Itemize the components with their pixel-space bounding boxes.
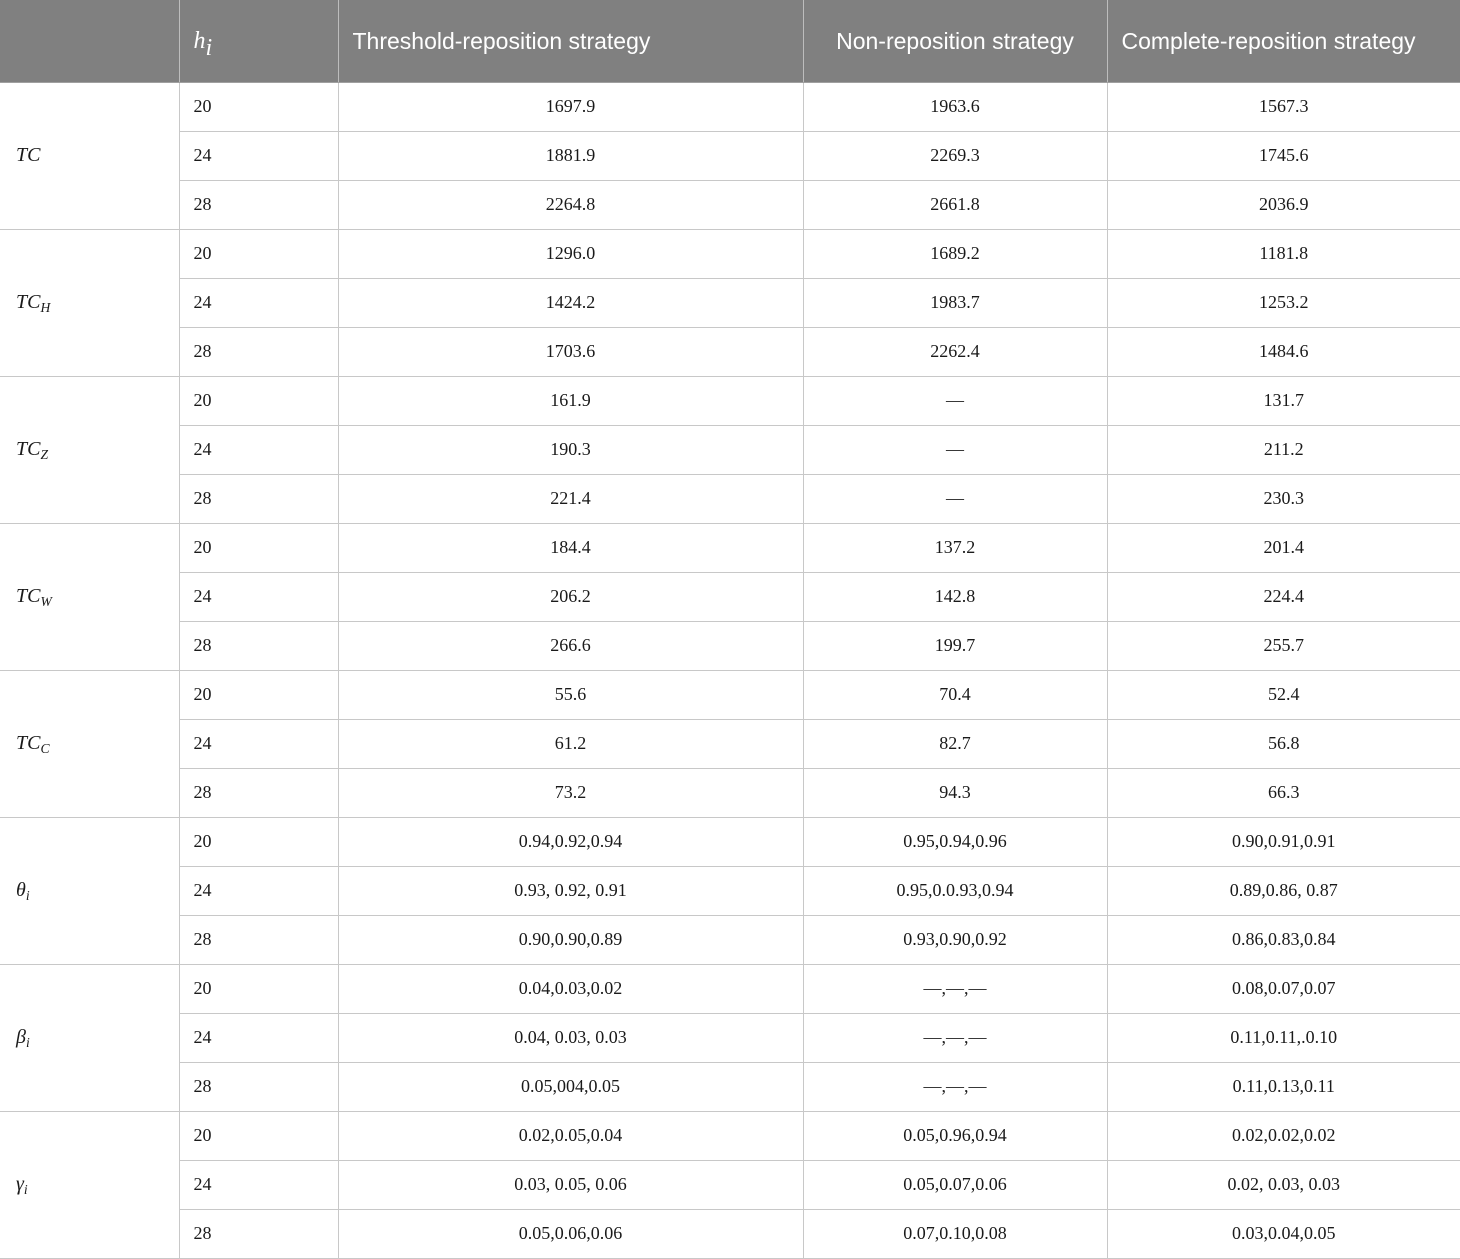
complete-cell: 1745.6 bbox=[1107, 131, 1460, 180]
metric-symbol: β bbox=[16, 1026, 26, 1048]
header-complete-strategy: Complete-reposition strategy bbox=[1107, 0, 1460, 82]
table-row bbox=[0, 1062, 1460, 1111]
table-row bbox=[0, 474, 1460, 523]
metric-subscript: W bbox=[40, 594, 52, 610]
hi-cell: 24 bbox=[179, 425, 338, 474]
threshold-cell: 0.93, 0.92, 0.91 bbox=[338, 866, 803, 915]
hi-cell: 24 bbox=[179, 131, 338, 180]
non-reposition-cell: —,—,— bbox=[803, 964, 1107, 1013]
table-row bbox=[0, 180, 1460, 229]
non-reposition-cell: — bbox=[803, 376, 1107, 425]
complete-cell: 131.7 bbox=[1107, 376, 1460, 425]
threshold-cell: 1296.0 bbox=[338, 229, 803, 278]
non-reposition-cell: 2262.4 bbox=[803, 327, 1107, 376]
threshold-cell: 1697.9 bbox=[338, 82, 803, 131]
table-row bbox=[0, 866, 1460, 915]
table-row bbox=[0, 229, 1460, 278]
threshold-cell: 1703.6 bbox=[338, 327, 803, 376]
table-row bbox=[0, 964, 1460, 1013]
hi-cell: 28 bbox=[179, 474, 338, 523]
hi-cell: 24 bbox=[179, 866, 338, 915]
threshold-cell: 0.05,0.06,0.06 bbox=[338, 1209, 803, 1258]
table-row bbox=[0, 1111, 1460, 1160]
metric-subscript: C bbox=[40, 741, 50, 757]
hi-cell: 28 bbox=[179, 621, 338, 670]
complete-cell: 0.02, 0.03, 0.03 bbox=[1107, 1160, 1460, 1209]
table-row bbox=[0, 523, 1460, 572]
non-reposition-cell: 0.05,0.07,0.06 bbox=[803, 1160, 1107, 1209]
complete-cell: 0.03,0.04,0.05 bbox=[1107, 1209, 1460, 1258]
complete-cell: 52.4 bbox=[1107, 670, 1460, 719]
metric-subscript: i bbox=[25, 888, 30, 904]
complete-cell: 255.7 bbox=[1107, 621, 1460, 670]
header-non-reposition-strategy: Non-reposition strategy bbox=[803, 0, 1107, 82]
metric-subscript: Z bbox=[40, 447, 49, 463]
hi-cell: 20 bbox=[179, 82, 338, 131]
table-row bbox=[0, 915, 1460, 964]
threshold-cell: 2264.8 bbox=[338, 180, 803, 229]
header-row bbox=[0, 0, 1460, 82]
non-reposition-cell: 70.4 bbox=[803, 670, 1107, 719]
table-row bbox=[0, 621, 1460, 670]
non-reposition-cell: — bbox=[803, 474, 1107, 523]
complete-cell: 0.11,0.13,0.11 bbox=[1107, 1062, 1460, 1111]
threshold-cell: 161.9 bbox=[338, 376, 803, 425]
table-row bbox=[0, 425, 1460, 474]
complete-cell: 66.3 bbox=[1107, 768, 1460, 817]
hi-cell: 20 bbox=[179, 523, 338, 572]
metric-label bbox=[0, 670, 179, 817]
hi-cell: 24 bbox=[179, 572, 338, 621]
non-reposition-cell: — bbox=[803, 425, 1107, 474]
complete-cell: 1484.6 bbox=[1107, 327, 1460, 376]
non-reposition-cell: 0.05,0.96,0.94 bbox=[803, 1111, 1107, 1160]
non-reposition-cell: 199.7 bbox=[803, 621, 1107, 670]
non-reposition-cell: 1689.2 bbox=[803, 229, 1107, 278]
complete-cell: 0.89,0.86, 0.87 bbox=[1107, 866, 1460, 915]
hi-cell: 20 bbox=[179, 229, 338, 278]
metric-label bbox=[0, 1111, 179, 1258]
hi-cell: 24 bbox=[179, 719, 338, 768]
complete-cell: 0.90,0.91,0.91 bbox=[1107, 817, 1460, 866]
metric-symbol: TC bbox=[16, 585, 41, 607]
table-row bbox=[0, 327, 1460, 376]
non-reposition-cell: 0.95,0.0.93,0.94 bbox=[803, 866, 1107, 915]
metric-subscript: H bbox=[40, 300, 51, 316]
header-hi-base: h bbox=[193, 28, 206, 55]
table-row bbox=[0, 768, 1460, 817]
table-row bbox=[0, 817, 1460, 866]
threshold-cell: 0.03, 0.05, 0.06 bbox=[338, 1160, 803, 1209]
threshold-cell: 73.2 bbox=[338, 768, 803, 817]
threshold-cell: 184.4 bbox=[338, 523, 803, 572]
hi-cell: 20 bbox=[179, 670, 338, 719]
hi-cell: 24 bbox=[179, 1013, 338, 1062]
non-reposition-cell: —,—,— bbox=[803, 1013, 1107, 1062]
non-reposition-cell: 1963.6 bbox=[803, 82, 1107, 131]
complete-cell: 0.02,0.02,0.02 bbox=[1107, 1111, 1460, 1160]
threshold-cell: 61.2 bbox=[338, 719, 803, 768]
complete-cell: 1567.3 bbox=[1107, 82, 1460, 131]
complete-cell: 224.4 bbox=[1107, 572, 1460, 621]
threshold-cell: 266.6 bbox=[338, 621, 803, 670]
non-reposition-cell: 82.7 bbox=[803, 719, 1107, 768]
header-hi bbox=[179, 0, 338, 82]
metric-label bbox=[0, 964, 179, 1111]
threshold-cell: 0.02,0.05,0.04 bbox=[338, 1111, 803, 1160]
threshold-cell: 0.04,0.03,0.02 bbox=[338, 964, 803, 1013]
metric-label bbox=[0, 817, 179, 964]
non-reposition-cell: 1983.7 bbox=[803, 278, 1107, 327]
table-row bbox=[0, 572, 1460, 621]
table-row bbox=[0, 1013, 1460, 1062]
table-row bbox=[0, 670, 1460, 719]
threshold-cell: 190.3 bbox=[338, 425, 803, 474]
header-metric bbox=[0, 0, 179, 82]
complete-cell: 230.3 bbox=[1107, 474, 1460, 523]
metric-label bbox=[0, 376, 179, 523]
non-reposition-cell: 0.07,0.10,0.08 bbox=[803, 1209, 1107, 1258]
threshold-cell: 0.04, 0.03, 0.03 bbox=[338, 1013, 803, 1062]
complete-cell: 0.86,0.83,0.84 bbox=[1107, 915, 1460, 964]
table-row bbox=[0, 278, 1460, 327]
table-body bbox=[0, 82, 1460, 1258]
hi-cell: 20 bbox=[179, 376, 338, 425]
complete-cell: 1181.8 bbox=[1107, 229, 1460, 278]
metric-subscript: i bbox=[25, 1035, 30, 1051]
threshold-cell: 206.2 bbox=[338, 572, 803, 621]
complete-cell: 56.8 bbox=[1107, 719, 1460, 768]
threshold-cell: 0.05,004,0.05 bbox=[338, 1062, 803, 1111]
metric-symbol: TC bbox=[16, 732, 41, 754]
complete-cell: 0.11,0.11,.0.10 bbox=[1107, 1013, 1460, 1062]
table-row bbox=[0, 719, 1460, 768]
metric-symbol: TC bbox=[16, 291, 41, 313]
metric-label bbox=[0, 229, 179, 376]
complete-cell: 0.08,0.07,0.07 bbox=[1107, 964, 1460, 1013]
table-row bbox=[0, 82, 1460, 131]
non-reposition-cell: 0.95,0.94,0.96 bbox=[803, 817, 1107, 866]
metric-symbol: TC bbox=[16, 438, 41, 460]
hi-cell: 28 bbox=[179, 327, 338, 376]
threshold-cell: 55.6 bbox=[338, 670, 803, 719]
complete-cell: 2036.9 bbox=[1107, 180, 1460, 229]
metric-subscript: i bbox=[23, 1182, 28, 1198]
hi-cell: 24 bbox=[179, 278, 338, 327]
non-reposition-cell: 2269.3 bbox=[803, 131, 1107, 180]
metric-symbol: θ bbox=[16, 879, 26, 901]
metric-label bbox=[0, 523, 179, 670]
threshold-cell: 0.90,0.90,0.89 bbox=[338, 915, 803, 964]
hi-cell: 20 bbox=[179, 817, 338, 866]
non-reposition-cell: 142.8 bbox=[803, 572, 1107, 621]
complete-cell: 201.4 bbox=[1107, 523, 1460, 572]
table-row bbox=[0, 376, 1460, 425]
metric-symbol: TC bbox=[16, 144, 41, 166]
hi-cell: 24 bbox=[179, 1160, 338, 1209]
header-hi-sub: i bbox=[205, 35, 213, 62]
table-row bbox=[0, 131, 1460, 180]
non-reposition-cell: 2661.8 bbox=[803, 180, 1107, 229]
table-row bbox=[0, 1209, 1460, 1258]
non-reposition-cell: 0.93,0.90,0.92 bbox=[803, 915, 1107, 964]
hi-cell: 20 bbox=[179, 1111, 338, 1160]
threshold-cell: 1424.2 bbox=[338, 278, 803, 327]
metric-symbol: γ bbox=[16, 1173, 24, 1195]
hi-cell: 28 bbox=[179, 1062, 338, 1111]
hi-cell: 28 bbox=[179, 768, 338, 817]
threshold-cell: 0.94,0.92,0.94 bbox=[338, 817, 803, 866]
table-row bbox=[0, 1160, 1460, 1209]
hi-cell: 20 bbox=[179, 964, 338, 1013]
hi-cell: 28 bbox=[179, 915, 338, 964]
metric-label bbox=[0, 82, 179, 229]
complete-cell: 211.2 bbox=[1107, 425, 1460, 474]
threshold-cell: 1881.9 bbox=[338, 131, 803, 180]
hi-cell: 28 bbox=[179, 1209, 338, 1258]
hi-cell: 28 bbox=[179, 180, 338, 229]
non-reposition-cell: 137.2 bbox=[803, 523, 1107, 572]
complete-cell: 1253.2 bbox=[1107, 278, 1460, 327]
non-reposition-cell: —,—,— bbox=[803, 1062, 1107, 1111]
header-threshold-strategy: Threshold-reposition strategy bbox=[338, 0, 803, 82]
non-reposition-cell: 94.3 bbox=[803, 768, 1107, 817]
threshold-cell: 221.4 bbox=[338, 474, 803, 523]
